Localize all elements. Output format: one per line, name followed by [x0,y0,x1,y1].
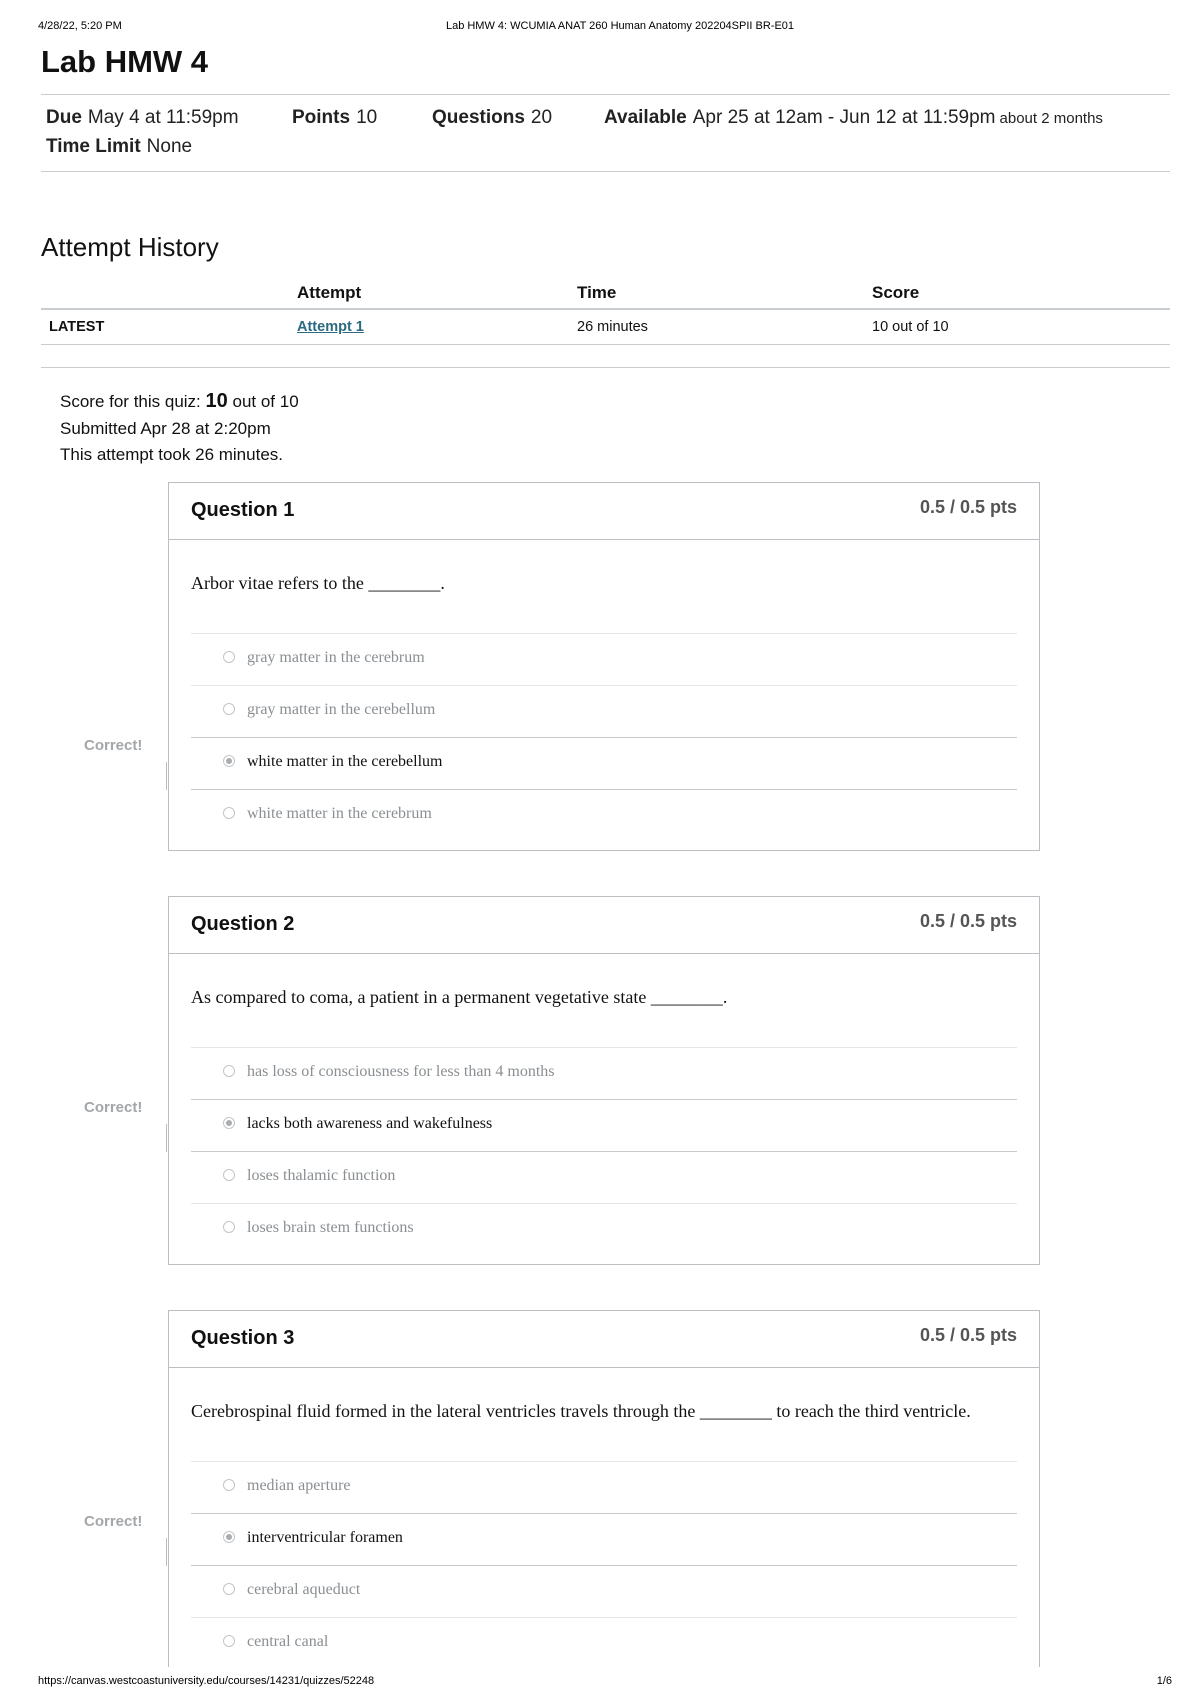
available-value: Apr 25 at 12am - Jun 12 at 11:59pm [692,107,996,128]
score-prefix: Score for this quiz: [60,392,201,411]
answer-label: gray matter in the cerebrum [247,649,425,666]
attempt-score: 10 out of 10 [872,309,1170,345]
answer-list [191,1461,1017,1669]
attempt-history-heading: Attempt History [41,232,219,262]
time-limit-label: Time Limit [46,136,141,157]
available-label: Available [604,107,687,128]
feedback-marker [166,1538,167,1566]
quiz-score [60,390,299,413]
column-header-attempt: Attempt [297,278,577,309]
question-header [169,483,1039,540]
question-text: Cerebrospinal fluid formed in the lateral ventricles travels through the ________ to reach the third ventricle. [191,1401,971,1421]
radio-button[interactable] [223,651,235,663]
print-page-title: Lab HMW 4: WCUMIA ANAT 260 Human Anatomy 202204SPII BR-E01 [445,20,795,32]
column-header-time: Time [577,278,872,309]
feedback-marker [166,1124,167,1152]
correct-feedback: Correct! [84,737,143,754]
print-url: https://canvas.westcoastuniversity.edu/courses/14231/quizzes/52248 [38,1675,375,1687]
question-card [168,1310,1040,1667]
answer-option[interactable] [191,1203,1017,1255]
answer-label: has loss of consciousness for less than 4 months [247,1063,555,1080]
radio-button-selected[interactable] [223,1117,235,1129]
page-title: Lab HMW 4 [41,44,209,79]
radio-button-selected[interactable] [223,1531,235,1543]
radio-button[interactable] [223,1635,235,1647]
questions-label: Questions [432,107,525,128]
question-header [169,1311,1039,1368]
answer-option[interactable] [191,1617,1017,1669]
answer-label: cerebral aqueduct [247,1581,361,1598]
radio-button[interactable] [223,1479,235,1491]
attempt-duration: This attempt took 26 minutes. [60,445,283,464]
score-value: 10 [205,390,228,412]
question-text: Arbor vitae refers to the ________. [191,573,445,593]
due-value: May 4 at 11:59pm [87,107,239,128]
time-limit-value: None [146,136,193,157]
question-points: 0.5 / 0.5 pts [919,911,1017,931]
question-points: 0.5 / 0.5 pts [919,497,1017,517]
due-date [46,107,239,129]
attempt-history-table [41,278,1170,345]
answer-option[interactable] [191,790,1017,841]
answer-list [191,1047,1017,1255]
divider [41,171,1170,172]
radio-button[interactable] [223,1221,235,1233]
answer-label: white matter in the cerebrum [247,805,432,822]
answer-label: loses thalamic function [247,1167,396,1184]
points-value: 10 [356,107,378,128]
correct-feedback: Correct! [84,1513,143,1530]
question-name: Question 3 [191,1327,295,1349]
print-footer [0,1675,1200,1691]
submitted-time: Submitted Apr 28 at 2:20pm [60,419,271,438]
divider [41,367,1170,368]
answer-option[interactable] [191,1461,1017,1513]
answer-list [191,633,1017,841]
due-label: Due [46,107,82,128]
radio-button-selected[interactable] [223,755,235,767]
radio-button[interactable] [223,1065,235,1077]
question-header [169,897,1039,954]
answer-label: interventricular foramen [247,1529,403,1546]
attempt-status: LATEST [41,309,297,345]
answer-label: lacks both awareness and wakefulness [247,1115,493,1132]
points-label: Points [292,107,351,128]
question-count [432,107,552,129]
answer-option[interactable] [191,1566,1017,1617]
question-name: Question 1 [191,499,295,521]
divider [41,94,1170,95]
question-card [168,482,1040,851]
answer-option-selected[interactable] [191,737,1017,790]
radio-button[interactable] [223,703,235,715]
column-header-status [41,278,297,309]
answer-option[interactable] [191,1047,1017,1099]
points [292,107,377,129]
score-suffix: out of 10 [232,392,299,411]
available-note: about 2 months [999,110,1103,127]
answer-label: gray matter in the cerebellum [247,701,436,718]
print-datetime: 4/28/22, 5:20 PM [38,20,122,32]
radio-button[interactable] [223,807,235,819]
table-header-row [41,278,1170,309]
availability [604,107,1103,129]
answer-label: central canal [247,1633,329,1650]
answer-label: white matter in the cerebellum [247,753,443,770]
answer-option-selected[interactable] [191,1099,1017,1152]
radio-button[interactable] [223,1169,235,1181]
answer-label: loses brain stem functions [247,1219,414,1236]
radio-button[interactable] [223,1583,235,1595]
answer-option-selected[interactable] [191,1513,1017,1566]
answer-option[interactable] [191,685,1017,737]
question-text: As compared to coma, a patient in a permanent vegetative state ________. [191,987,728,1007]
column-header-score: Score [872,278,1170,309]
question-name: Question 2 [191,913,295,935]
answer-option[interactable] [191,1152,1017,1203]
table-row [41,309,1170,345]
answer-label: median aperture [247,1477,351,1494]
time-limit [46,136,192,158]
attempt-time: 26 minutes [577,309,872,345]
print-header [0,20,1200,36]
question-points: 0.5 / 0.5 pts [919,1325,1017,1345]
answer-option[interactable] [191,633,1017,685]
attempt-link[interactable]: Attempt 1 [297,319,364,335]
correct-feedback: Correct! [84,1099,143,1116]
feedback-marker [166,762,167,790]
question-card [168,896,1040,1265]
page-number: 1/6 [1156,1675,1172,1687]
questions-value: 20 [530,107,553,128]
